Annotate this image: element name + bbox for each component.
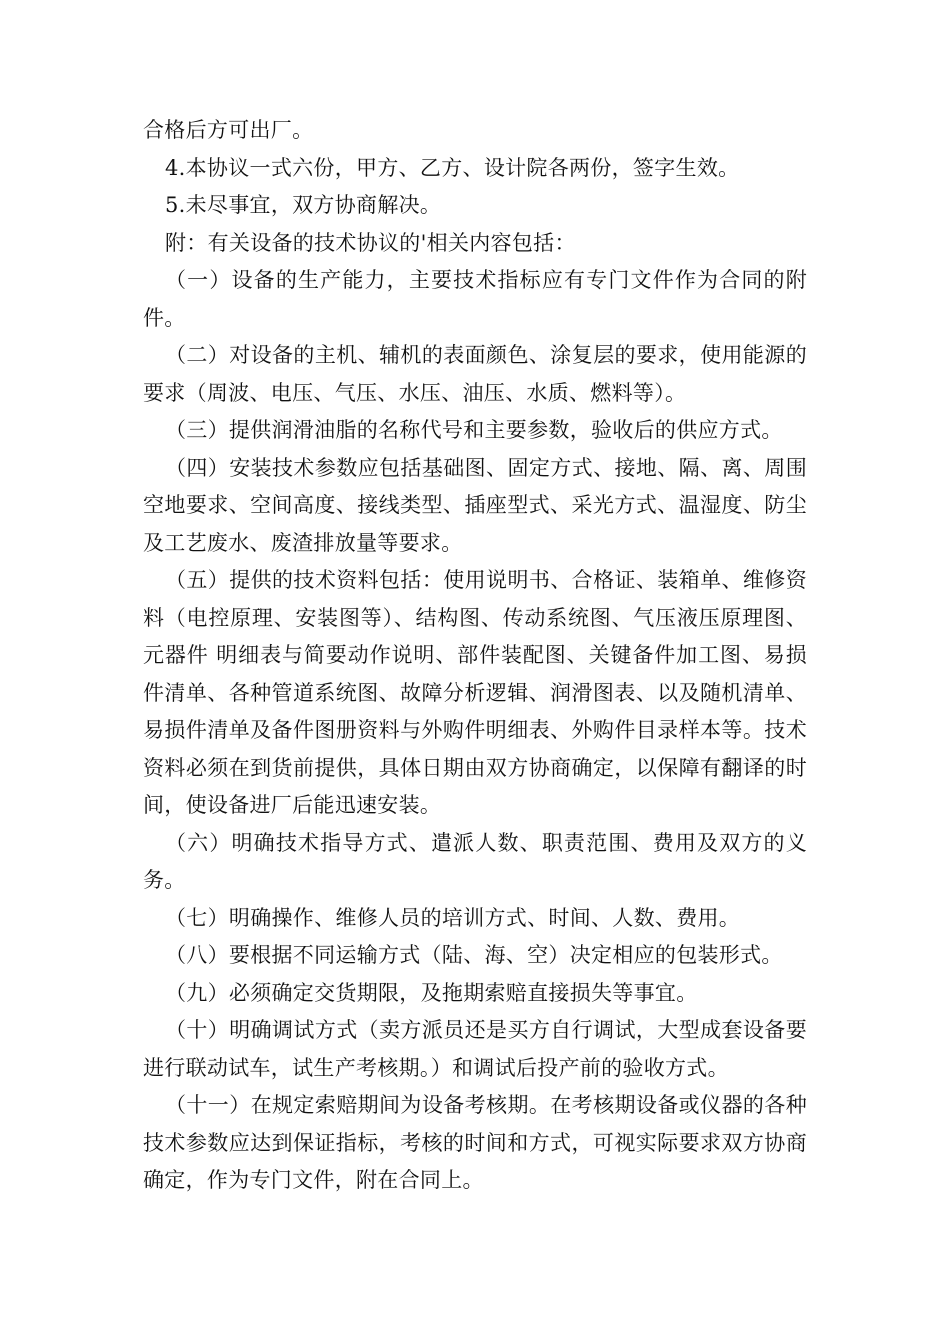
paragraph-appendix-11: （十一）在规定索赔期间为设备考核期。在考核期设备或仪器的各种技术参数应达到保证指标，考核的时间和方式，可视实际要求双方协商确定，作为专门文件，附在合同上。 — [143, 1093, 807, 1192]
paragraph-item-5: 5.未尽事宜，双方协商解决。 — [165, 193, 442, 217]
paragraph-appendix-5: （五）提供的技术资料包括：使用说明书、合格证、装箱单、维修资料（电控原理、安装图等）、结构图、传动系统图、气压液压原理图、元器件 明细表与简要动作说明、部件装配图、关键备件加工图、易损件清单、各种管道系统图、故障分析逻辑、润滑图表、以及随机清单、易损件清单及备件图册资料与外购件明细表、外购件目录样本等。技术资料必须在到货前提供，具体日期由双方协商确定，以保障有翻译的时间，使设备进厂后能迅速安装。 — [143, 568, 807, 817]
paragraph-appendix-1: （一）设备的生产能力，主要技术指标应有专门文件作为合同的附件。 — [143, 268, 807, 330]
paragraph-appendix-heading: 附：有关设备的技术协议的'相关内容包括： — [165, 230, 576, 255]
paragraph-appendix-4: （四）安装技术参数应包括基础图、固定方式、接地、隔、离、周围空地要求、空间高度、接线类型、插座型式、采光方式、温湿度、防尘及工艺废水、废渣排放量等要求。 — [143, 455, 807, 555]
paragraph-appendix-9: （九）必须确定交货期限，及拖期索赔直接损失等事宜。 — [165, 980, 698, 1005]
paragraph-appendix-2: （二）对设备的主机、辅机的表面颜色、涂复层的要求，使用能源的要求（周波、电压、气压、水压、油压、水质、燃料等）。 — [143, 343, 807, 405]
paragraph-continuation: 合格后方可出厂。 — [143, 118, 314, 142]
paragraph-appendix-8: （八）要根据不同运输方式（陆、海、空）决定相应的包装形式。 — [165, 943, 783, 967]
paragraph-appendix-6: （六）明确技术指导方式、遣派人数、职责范围、费用及双方的义务。 — [143, 830, 807, 892]
paragraph-appendix-3: （三）提供润滑油脂的名称代号和主要参数，验收后的供应方式。 — [165, 418, 783, 442]
document-page — [143, 112, 807, 1200]
paragraph-item-4: 4.本协议一式六份，甲方、乙方、设计院各两份，签字生效。 — [165, 155, 740, 180]
paragraph-appendix-7: （七）明确操作、维修人员的培训方式、时间、人数、费用。 — [165, 905, 741, 930]
paragraph-appendix-10: （十）明确调试方式（卖方派员还是买方自行调试，大型成套设备要进行联动试车，试生产考核期。）和调试后投产前的验收方式。 — [143, 1018, 807, 1080]
